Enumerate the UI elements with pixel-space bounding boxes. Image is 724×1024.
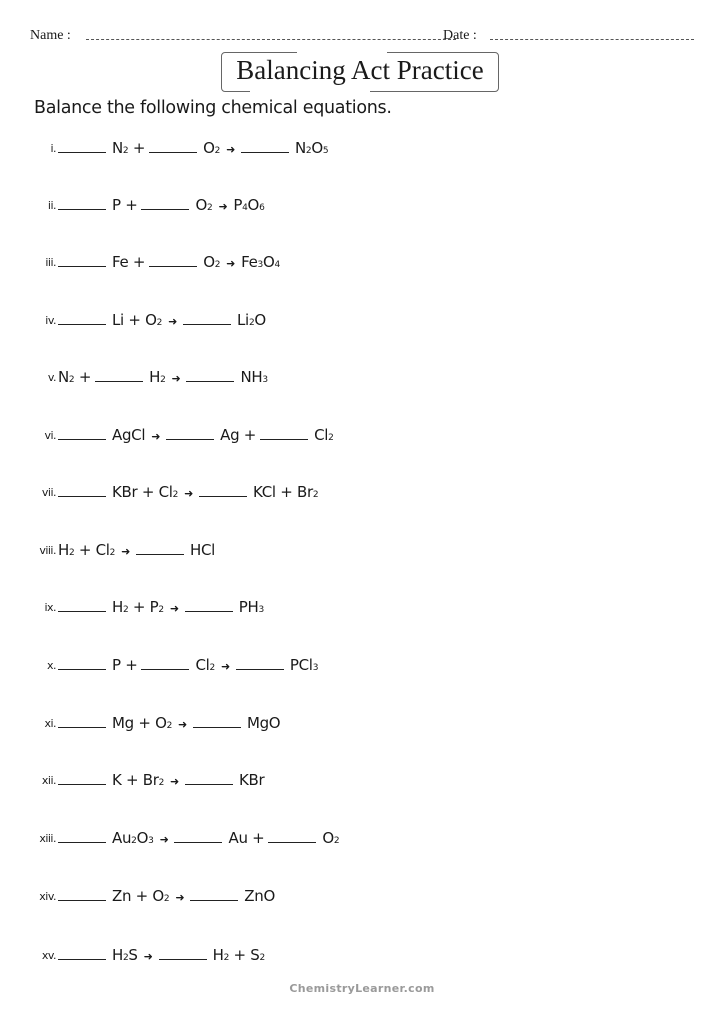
equation-body: H 2 S ➜ H 2 + S 2 — [58, 945, 269, 964]
reaction-arrow-icon: ➜ — [175, 891, 185, 904]
coefficient-blank[interactable] — [58, 945, 106, 960]
formula-text: P — [233, 196, 243, 214]
coefficient-blank[interactable] — [185, 770, 233, 785]
formula-text: Mg + O — [112, 714, 167, 732]
coefficient-blank[interactable] — [186, 367, 234, 382]
coefficient-blank[interactable] — [159, 945, 207, 960]
formula-text: N — [294, 139, 306, 157]
reaction-arrow-icon: ➜ — [151, 430, 161, 443]
instructions: Balance the following chemical equations. — [34, 98, 392, 118]
formula-text: H — [112, 946, 123, 964]
equation-number: ii. — [47, 199, 56, 212]
formula-text: O — [203, 253, 215, 271]
coefficient-blank[interactable] — [149, 252, 197, 267]
coefficient-blank[interactable] — [58, 770, 106, 785]
equation-body: KBr + Cl 2 ➜ KCl + Br 2 — [58, 482, 322, 501]
coefficient-blank[interactable] — [236, 655, 284, 670]
formula-text: S — [128, 946, 138, 964]
formula-text: H — [58, 541, 69, 559]
formula-text: Li + O — [112, 311, 157, 329]
formula-text: O — [203, 139, 215, 157]
formula-text: + — [128, 139, 146, 157]
name-label: Name : — [30, 28, 71, 43]
formula-text: Fe + — [112, 253, 146, 271]
formula-text: ZnO — [244, 887, 275, 905]
equation-number: xiii. — [39, 832, 56, 845]
coefficient-blank[interactable] — [193, 713, 241, 728]
coefficient-blank[interactable] — [58, 655, 106, 670]
coefficient-blank[interactable] — [183, 310, 231, 325]
reaction-arrow-icon: ➜ — [226, 257, 236, 270]
formula-text: P + — [112, 656, 138, 674]
formula-text: KBr — [238, 771, 265, 789]
equation-body: N 2 + H 2 ➜ NH 3 — [58, 368, 268, 386]
reaction-arrow-icon: ➜ — [169, 602, 179, 615]
reaction-arrow-icon: ➜ — [220, 660, 230, 673]
formula-text: + — [74, 368, 92, 386]
coefficient-blank[interactable] — [199, 482, 247, 497]
coefficient-blank[interactable] — [58, 252, 106, 267]
coefficient-blank[interactable] — [58, 482, 106, 497]
formula-text: O — [322, 829, 334, 847]
formula-text: Cl — [195, 656, 210, 674]
equation-body: H 2 + Cl 2 ➜ HCl — [58, 541, 216, 559]
equation-number: xi. — [44, 717, 56, 730]
formula-text: O — [195, 196, 207, 214]
formula-text: NH — [240, 368, 263, 386]
reaction-arrow-icon: ➜ — [226, 143, 235, 156]
equation-number: ix. — [44, 601, 56, 614]
coefficient-blank[interactable] — [58, 713, 106, 728]
formula-text: H — [212, 946, 224, 964]
equation-number: xv. — [41, 949, 56, 962]
coefficient-blank[interactable] — [141, 655, 189, 670]
equation-body: Li + O 2 ➜ Li 2 O — [58, 310, 270, 329]
reaction-arrow-icon: ➜ — [143, 950, 153, 963]
equation-number: xiv. — [39, 890, 56, 903]
coefficient-blank[interactable] — [174, 828, 222, 843]
equation-number: vi. — [44, 429, 56, 442]
coefficient-blank[interactable] — [58, 828, 106, 843]
formula-text: H — [149, 368, 161, 386]
formula-text: PCl — [289, 656, 313, 674]
formula-text: Li — [237, 311, 249, 329]
equation-number: v. — [47, 371, 56, 384]
equation-body: P + O 2 ➜ P 4 O 6 — [58, 195, 269, 214]
reaction-arrow-icon: ➜ — [218, 200, 228, 213]
formula-text: P + — [112, 196, 138, 214]
equation-number: iii. — [45, 256, 56, 269]
equation-number: i. — [50, 142, 56, 155]
formula-text: KBr + Cl — [112, 483, 173, 501]
coefficient-blank[interactable] — [190, 886, 238, 901]
equation-number: iv. — [45, 314, 56, 327]
equation-number: viii. — [39, 544, 56, 557]
coefficient-blank[interactable] — [58, 310, 106, 325]
reaction-arrow-icon: ➜ — [170, 775, 179, 788]
formula-text: O — [136, 829, 149, 847]
equation-number: vii. — [41, 486, 56, 499]
formula-text: + P — [128, 598, 159, 616]
coefficient-blank[interactable] — [268, 828, 316, 843]
coefficient-blank[interactable] — [166, 425, 214, 440]
coefficient-blank[interactable] — [241, 138, 289, 153]
equation-body: Zn + O 2 ➜ ZnO — [58, 886, 279, 905]
formula-text: Ag + — [220, 426, 257, 444]
formula-text: Fe — [241, 253, 258, 271]
formula-text: AgCl — [112, 426, 146, 444]
equation-number: x. — [46, 659, 56, 672]
equation-body: Fe + O 2 ➜ Fe 3 O 4 — [58, 252, 284, 271]
equation-body: N 2 + O 2 ➜ N 2 O 5 — [58, 138, 332, 157]
formula-text: HCl — [190, 541, 216, 559]
equation-body: AgCl ➜ Ag + Cl 2 — [58, 425, 338, 444]
date-label: Date : — [443, 28, 477, 43]
formula-text: Cl — [314, 426, 329, 444]
formula-text: H — [112, 598, 123, 616]
equation-body: Au 2 O 3 ➜ Au + O 2 — [58, 828, 343, 847]
reaction-arrow-icon: ➜ — [168, 315, 177, 328]
equation-body: H 2 + P 2 ➜ PH 3 — [58, 597, 268, 616]
formula-text: Zn + O — [112, 887, 164, 905]
formula-text: N — [112, 139, 123, 157]
coefficient-blank[interactable] — [58, 138, 106, 153]
coefficient-blank[interactable] — [136, 540, 184, 555]
equation-body: K + Br 2 ➜ KBr — [58, 770, 268, 789]
page-title: Balancing Act Practice — [236, 55, 484, 85]
formula-text: PH — [238, 598, 259, 616]
formula-text: + S — [229, 946, 260, 964]
formula-text: O — [247, 196, 260, 214]
formula-text: K + Br — [112, 771, 159, 789]
date-field[interactable] — [490, 39, 694, 40]
coefficient-blank[interactable] — [149, 138, 197, 153]
name-field[interactable] — [86, 39, 456, 40]
title-frame — [221, 52, 499, 92]
formula-text: N — [58, 368, 69, 386]
coefficient-blank[interactable] — [95, 367, 143, 382]
formula-text: KCl + Br — [253, 483, 313, 501]
footer-watermark: ChemistryLearner.com — [289, 982, 435, 995]
reaction-arrow-icon: ➜ — [121, 545, 131, 558]
reaction-arrow-icon: ➜ — [178, 718, 187, 731]
formula-text: O — [311, 139, 323, 157]
coefficient-blank[interactable] — [58, 195, 106, 210]
formula-text: O — [254, 311, 266, 329]
formula-text: MgO — [246, 714, 281, 732]
worksheet-header — [30, 28, 694, 48]
coefficient-blank[interactable] — [58, 425, 106, 440]
coefficient-blank[interactable] — [260, 425, 308, 440]
equation-number: xii. — [41, 774, 56, 787]
reaction-arrow-icon: ➜ — [171, 372, 181, 385]
coefficient-blank[interactable] — [58, 597, 106, 612]
formula-text: Au — [112, 829, 132, 847]
formula-text: Au + — [228, 829, 265, 847]
equation-body: Mg + O 2 ➜ MgO — [58, 713, 284, 732]
coefficient-blank[interactable] — [58, 886, 106, 901]
formula-text: + Cl — [74, 541, 110, 559]
coefficient-blank[interactable] — [185, 597, 233, 612]
equation-body: P + Cl 2 ➜ PCl 3 — [58, 655, 322, 674]
coefficient-blank[interactable] — [141, 195, 189, 210]
reaction-arrow-icon: ➜ — [184, 487, 193, 500]
reaction-arrow-icon: ➜ — [159, 833, 169, 846]
formula-text: O — [262, 253, 275, 271]
